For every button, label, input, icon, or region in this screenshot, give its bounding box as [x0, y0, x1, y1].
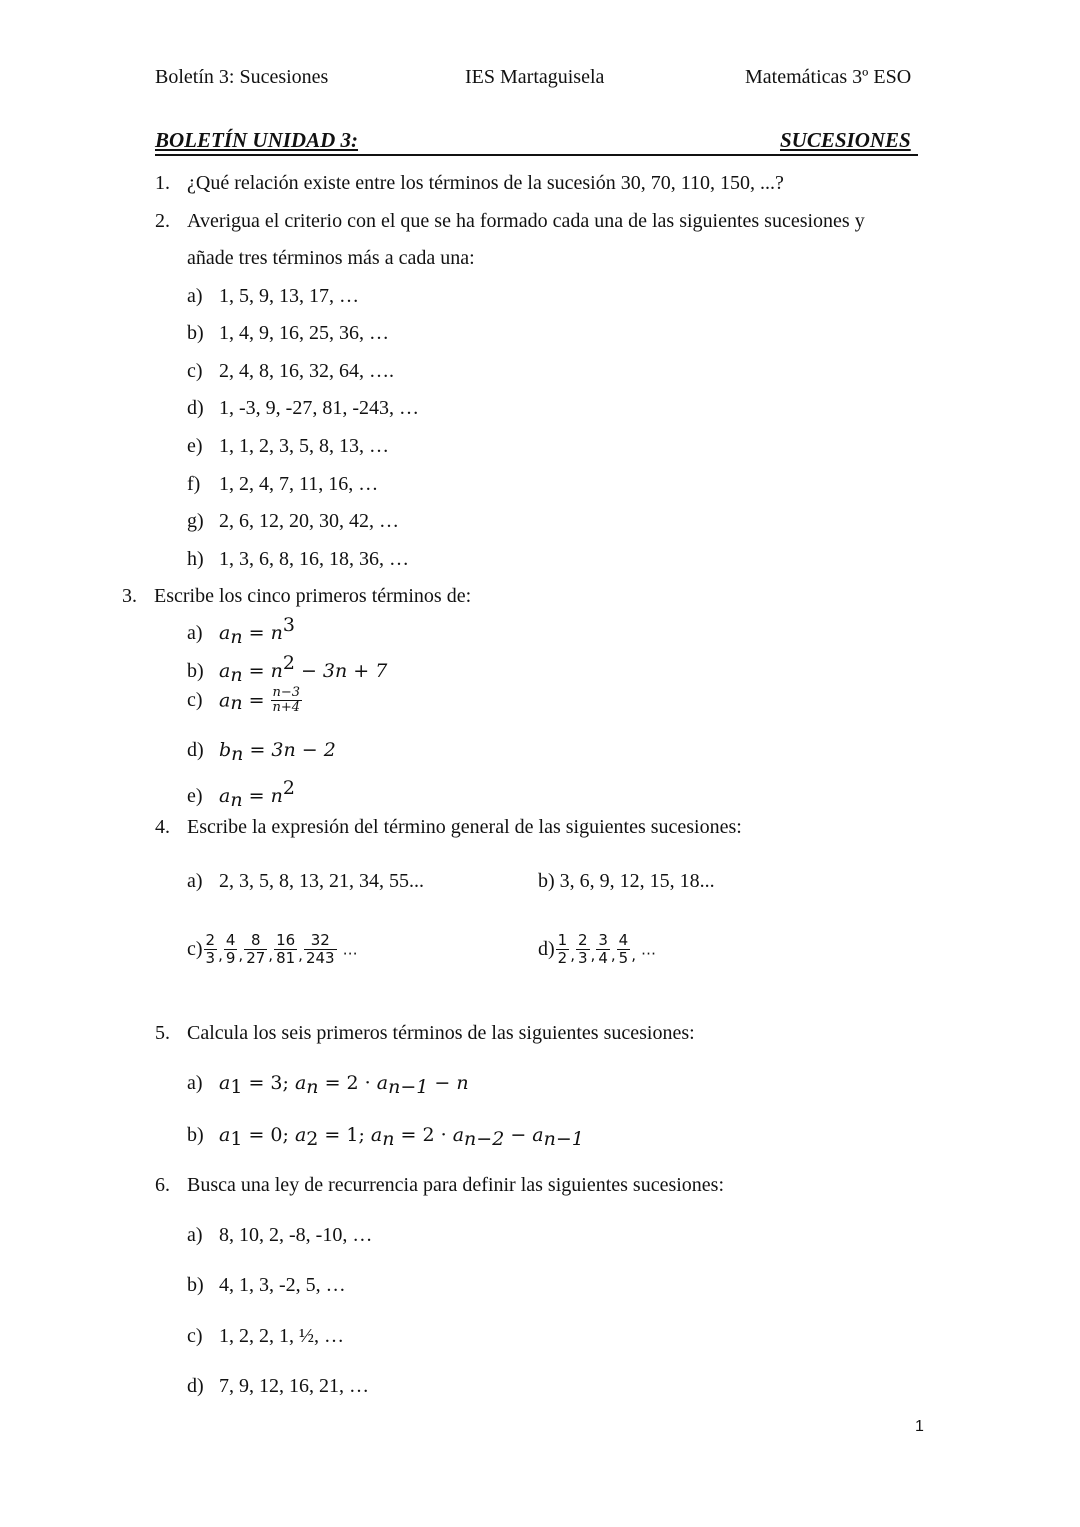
formula-item: a) $a_n = n^3$ — [187, 614, 295, 648]
fraction: $\frac{16}{81}$ — [276, 931, 296, 967]
question-1: 1. ¿Qué relación existe entre los términos de la sucesión 30, 70, 110, 150, ...? — [155, 172, 784, 194]
fraction: $\frac{n-3}{n+4}$ — [272, 685, 301, 715]
list-item: a) 1, 5, 9, 13, 17, … — [187, 285, 359, 307]
question-5: 5. Calcula los seis primeros términos de las siguientes sucesiones: — [155, 1022, 695, 1044]
fraction-sequence-c: c) $\frac{2}{3}$ $_,$ $\frac{4}{9}$ $_,$ $\frac{8}{27}$ $_,$ $\frac{16}{81}$ $_,$ $\frac{32}{243}$ … — [187, 931, 358, 967]
list-item: h) 1, 3, 6, 8, 16, 18, 36, … — [187, 548, 409, 570]
fraction: $\frac{8}{27}$ — [246, 931, 266, 967]
list-item: c) 1, 2, 2, 1, ½, … — [187, 1325, 344, 1347]
question-4: 4. Escribe la expresión del término general de las siguientes sucesiones: — [155, 816, 742, 838]
list-item: a) 2, 3, 5, 8, 13, 21, 34, 55... — [187, 870, 424, 892]
header-left: Boletín 3: Sucesiones — [155, 66, 329, 88]
page-subtitle: SUCESIONES — [780, 128, 911, 152]
fraction: $\frac{1}{2}$ — [557, 931, 568, 967]
list-item: b) 1, 4, 9, 16, 25, 36, … — [187, 322, 389, 344]
fraction: $\frac{2}{3}$ — [205, 931, 216, 967]
list-item: b) 3, 6, 9, 12, 15, 18... — [538, 870, 715, 892]
page-title: BOLETÍN UNIDAD 3: — [155, 128, 359, 152]
list-item: a) 8, 10, 2, -8, -10, … — [187, 1224, 373, 1246]
list-item: d) 1, -3, 9, -27, 81, -243, … — [187, 397, 419, 419]
formula-item: e) $a_n = n^2$ — [187, 777, 295, 811]
question-3: 3. Escribe los cinco primeros términos de: — [122, 585, 472, 607]
fraction: $\frac{3}{4}$ — [598, 931, 608, 967]
list-item: c) 2, 4, 8, 16, 32, 64, …. — [187, 360, 394, 382]
formula-item: a) $a_1 = 3$; $a_n = 2 \cdot a_{n-1} - n$ — [187, 1072, 469, 1098]
header-center: IES Martaguisela — [465, 66, 605, 88]
fraction: $\frac{2}{3}$ — [578, 931, 588, 967]
fraction: $\frac{4}{5}$ — [618, 931, 629, 967]
question-2: 2. Averigua el criterio con el que se ha formado cada una de las siguientes sucesiones y — [155, 210, 865, 232]
formula-item: b) $a_n = n^2 - 3n + 7$ — [187, 652, 388, 686]
formula-item: c) $a_n$ = $\frac{n-3}{n+4}$ — [187, 685, 301, 715]
fraction: $\frac{32}{243}$ — [305, 931, 335, 967]
fraction: $\frac{4}{9}$ — [225, 931, 236, 967]
question-2-cont: añade tres términos más a cada una: — [187, 247, 475, 269]
formula-item: b) $a_1 = 0$; $a_2 = 1$; $a_n = 2 \cdot a_{n-2} - a_{n-1}$ — [187, 1124, 584, 1150]
fraction-sequence-d: d) $\frac{1}{2}$ $_,$ $\frac{2}{3}$ $_,$ $\frac{3}{4}$ $_,$ $\frac{4}{5}$ $_,$ … — [538, 931, 656, 967]
question-6: 6. Busca una ley de recurrencia para definir las siguientes sucesiones: — [155, 1174, 725, 1196]
formula-item: d) $b_n = 3n - 2$ — [187, 739, 336, 765]
list-item: f) 1, 2, 4, 7, 11, 16, … — [187, 473, 379, 495]
list-item: g) 2, 6, 12, 20, 30, 42, … — [187, 510, 399, 532]
header-right: Matemáticas 3º ESO — [745, 66, 912, 88]
page-number: 1 — [915, 1418, 924, 1435]
list-item: b) 4, 1, 3, -2, 5, … — [187, 1274, 346, 1296]
list-item: e) 1, 1, 2, 3, 5, 8, 13, … — [187, 435, 389, 457]
list-item: d) 7, 9, 12, 16, 21, … — [187, 1375, 369, 1397]
